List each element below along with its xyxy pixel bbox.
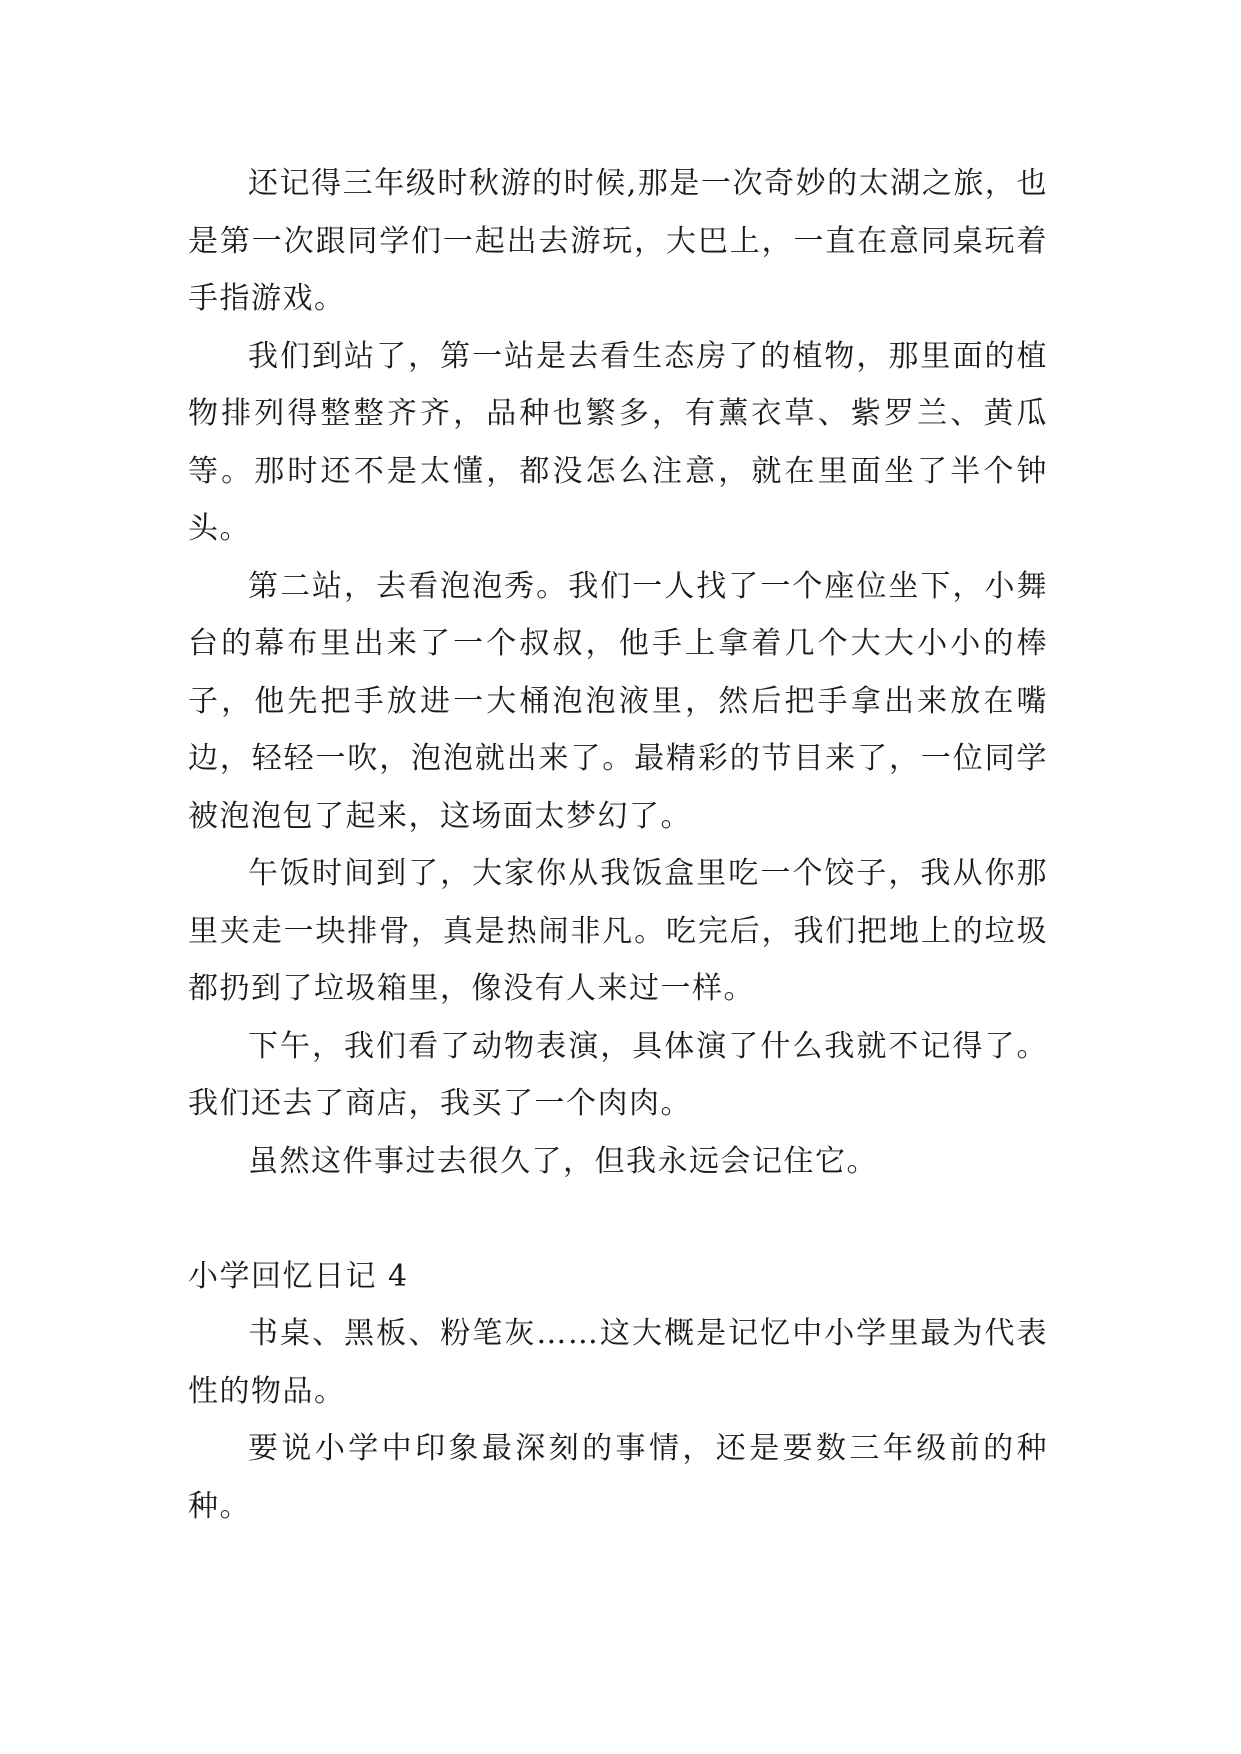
paragraph-afternoon: 下午，我们看了动物表演，具体演了什么我就不记得了。我们还去了商店，我买了一个肉肉。 — [188, 1028, 1048, 1121]
section-title: 小学回忆日记 4 — [188, 1258, 409, 1294]
paragraph-bubble-show: 第二站，去看泡泡秀。我们一人找了一个座位坐下，小舞台的幕布里出来了一个叔叔，他手上拿着几个大大小小的棒子，他先把手放进一大桶泡泡液里，然后把手拿出来放在嘴边，轻轻一吹，泡泡就出来了。最精彩的节目来了，一位同学被泡泡包了起来，这场面太梦幻了。 — [188, 568, 1048, 834]
paragraph-first-stop: 我们到站了，第一站是去看生态房了的植物，那里面的植物排列得整整齐齐，品种也繁多，有薰衣草、紫罗兰、黄瓜等。那时还不是太懂，都没怎么注意，就在里面坐了半个钟头。 — [188, 338, 1048, 546]
document-body — [188, 155, 1048, 1535]
paragraph-autumn-trip: 还记得三年级时秋游的时候,那是一次奇妙的太湖之旅，也是第一次跟同学们一起出去游玩，大巴上，一直在意同桌玩着手指游戏。 — [188, 166, 1048, 316]
section-spacer — [188, 1190, 1048, 1248]
paragraph-memory: 虽然这件事过去很久了，但我永远会记住它。 — [248, 1143, 878, 1179]
paragraph-classroom-items: 书桌、黑板、粉笔灰……这大概是记忆中小学里最为代表性的物品。 — [188, 1316, 1048, 1409]
paragraph-lunch: 午饭时间到了，大家你从我饭盒里吃一个饺子，我从你那里夹走一块排骨，真是热闹非凡。吃完后，我们把地上的垃圾都扔到了垃圾箱里，像没有人来过一样。 — [188, 856, 1048, 1006]
paragraph-deepest-impression: 要说小学中印象最深刻的事情，还是要数三年级前的种种。 — [188, 1431, 1048, 1524]
